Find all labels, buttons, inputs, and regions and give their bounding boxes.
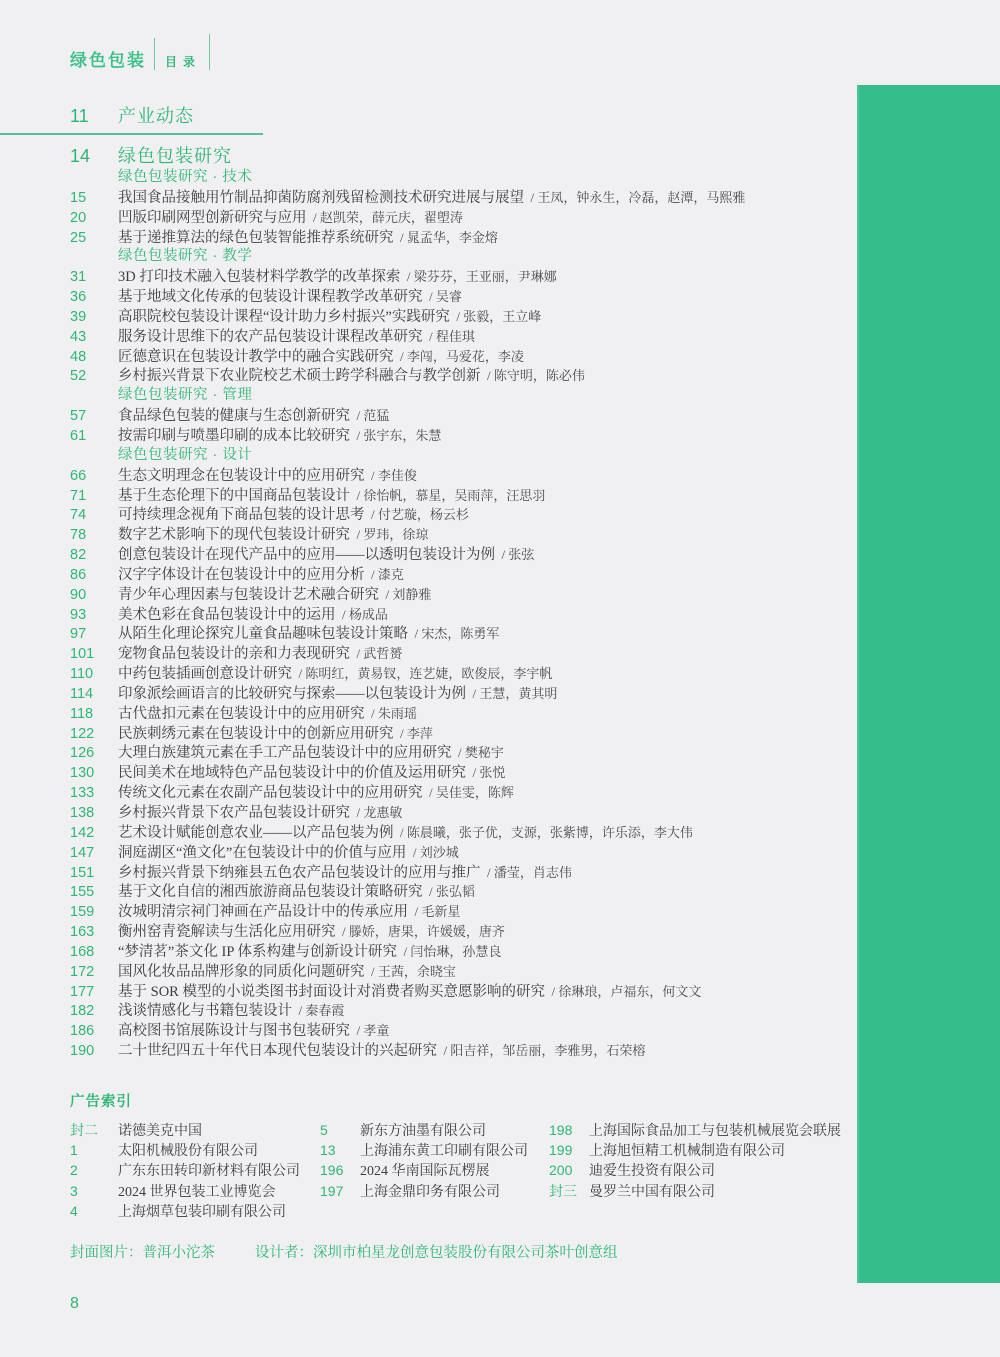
article-authors: / 张毅，王立峰	[449, 308, 542, 324]
toc-article-row	[70, 743, 860, 763]
toc-article-row	[70, 505, 860, 525]
article-title: 国风化妆品品牌形象的同质化问题研究	[118, 963, 365, 980]
article-authors: / 张弘韬	[422, 884, 475, 900]
ad-page-number: 4	[70, 1202, 78, 1219]
toc-page-number: 172	[70, 963, 95, 980]
advertiser-name: 迪爱生投资有限公司	[589, 1164, 715, 1180]
toc-article-row	[70, 962, 860, 982]
toc-page-number: 15	[70, 189, 87, 206]
toc-subsection-row	[70, 247, 860, 267]
catalog-label: 目录	[165, 55, 202, 69]
toc-article-row	[70, 644, 860, 664]
toc-article-row	[70, 545, 860, 565]
advertiser-name: 上海烟草包装印刷有限公司	[118, 1204, 286, 1220]
toc-page-number: 147	[70, 844, 95, 861]
article-title: 宠物食品包装设计的亲和力表现研究	[118, 646, 350, 663]
toc-page-number: 114	[70, 685, 94, 702]
toc-page-number: 110	[70, 666, 94, 683]
article-authors: / 朱雨瑶	[364, 705, 417, 721]
article-authors: / 漆克	[364, 566, 404, 582]
article-authors: / 刘沙城	[406, 844, 459, 860]
ad-page-number: 200	[549, 1162, 573, 1179]
article-authors: / 李佳俊	[364, 467, 417, 483]
toc-article-row	[70, 208, 860, 228]
toc-article-row	[70, 922, 860, 942]
toc-page-number: 43	[70, 328, 87, 345]
toc-section-row	[70, 104, 860, 128]
advertiser-name: 上海旭恒精工机械制造有限公司	[589, 1144, 785, 1160]
ad-page-number: 198	[549, 1122, 573, 1138]
article-authors: / 付艺璇，杨云杉	[364, 507, 469, 523]
toc-page-number: 126	[70, 745, 95, 762]
advertiser-name: 2024 世界包装工业博览会	[118, 1184, 276, 1200]
article-title: 美术色彩在食品包装设计中的运用	[118, 606, 336, 623]
toc-article-row	[70, 982, 860, 1002]
toc-article-row	[70, 1021, 860, 1041]
article-title: 从陌生化理论探究儿童食品趣味包装设计策略	[118, 626, 408, 643]
section-title: 绿色包装研究	[118, 146, 232, 166]
toc-page-number: 182	[70, 1003, 95, 1020]
article-title: 生态文明理念在包装设计中的应用研究	[118, 467, 365, 484]
toc-subsection-row	[70, 446, 860, 466]
article-title: 传统文化元素在农副产品包装设计中的应用研究	[118, 785, 423, 802]
toc-article-row	[70, 486, 860, 506]
toc-page-number: 151	[70, 864, 95, 881]
toc-article-row	[70, 882, 860, 902]
ad-index-row	[549, 1181, 870, 1201]
ad-page-number: 3	[70, 1182, 78, 1199]
article-authors: / 宋杰，陈勇军	[408, 626, 500, 642]
toc-article-row	[70, 1001, 860, 1021]
article-authors: / 程佳琪	[422, 328, 475, 344]
article-title: 高校图书馆展陈设计与图书包装研究	[118, 1023, 350, 1040]
section-title: 绿色包装研究 · 技术	[118, 169, 253, 185]
ad-index-row	[70, 1181, 320, 1201]
article-title: 浅谈情感化与书籍包装设计	[118, 1003, 292, 1020]
ad-page-number: 196	[320, 1162, 344, 1179]
article-authors: / 晁孟华，李金熔	[393, 229, 498, 245]
toc-page-number: 90	[70, 586, 87, 603]
toc-article-row	[70, 664, 860, 684]
article-title: 基于地域文化传承的包装设计课程教学改革研究	[118, 289, 423, 306]
article-authors: / 孝童	[350, 1023, 390, 1039]
folio-page-number: 8	[70, 1295, 79, 1312]
article-authors: / 王凤，钟永生，冷磊，赵潭，马熙雅	[524, 189, 746, 205]
advertiser-name: 上海金鼎印务有限公司	[360, 1184, 500, 1200]
advertiser-name: 太阳机械股份有限公司	[118, 1144, 258, 1160]
article-authors: / 罗玮，徐琼	[350, 527, 429, 543]
toc-article-row	[70, 624, 860, 644]
article-authors: / 陈晨曦，张子优，支源，张紫博，许乐添，李大伟	[393, 824, 693, 840]
section-underline	[0, 133, 263, 135]
ad-index-row	[320, 1120, 549, 1140]
toc-page-number: 93	[70, 606, 87, 623]
divider-line	[154, 38, 155, 70]
ad-index-row	[70, 1201, 320, 1221]
advertiser-name: 诺德美克中国	[118, 1124, 202, 1139]
toc-article-row	[70, 406, 860, 426]
toc-page-number: 39	[70, 308, 87, 325]
toc-article-row	[70, 585, 860, 605]
ad-index-row	[70, 1140, 320, 1160]
toc-article-row	[70, 267, 860, 287]
toc-page-number: 71	[70, 487, 87, 504]
article-authors: / 樊秘宇	[451, 745, 504, 761]
article-authors: / 王慧，黄其明	[466, 685, 558, 701]
article-title: 匠德意识在包装设计教学中的融合实践研究	[118, 348, 394, 365]
toc-article-row	[70, 228, 860, 248]
article-authors: / 王茜，余晓宝	[364, 963, 456, 979]
toc-article-row	[70, 426, 860, 446]
article-title: 青少年心理因素与包装设计艺术融合研究	[118, 586, 379, 603]
article-title: 乡村振兴背景下农业院校艺术硕士跨学科融合与教学创新	[118, 368, 481, 385]
article-authors: / 范猛	[350, 408, 390, 424]
article-title: 基于递推算法的绿色包装智能推荐系统研究	[118, 229, 394, 246]
toc-article-row	[70, 902, 860, 922]
article-authors: / 杨成品	[335, 606, 388, 622]
toc-page-number: 20	[70, 209, 87, 226]
ad-index-row	[320, 1181, 549, 1201]
toc-article-row	[70, 823, 860, 843]
cover-credit-line	[70, 1243, 618, 1263]
article-title: 凹版印刷网型创新研究与应用	[118, 209, 307, 226]
toc-page-number: 11	[70, 106, 89, 126]
article-title: “梦清茗”茶文化 IP 体系构建与创新设计研究	[118, 943, 397, 960]
ad-index-column	[70, 1120, 320, 1221]
toc-page-number: 25	[70, 229, 87, 246]
toc-article-row	[70, 1041, 860, 1061]
toc-page-number: 66	[70, 467, 87, 484]
article-authors: / 毛新星	[408, 904, 461, 920]
article-title: 可持续理念视角下商品包装的设计思考	[118, 507, 365, 524]
article-authors: / 陈守明，陈必伟	[480, 368, 585, 384]
article-title: 中药包装插画创意设计研究	[118, 666, 292, 683]
article-title: 数字艺术影响下的现代包装设计研究	[118, 527, 350, 544]
toc-page-number: 163	[70, 924, 95, 941]
article-authors: / 武哲赟	[350, 646, 403, 662]
toc-article-row	[70, 763, 860, 783]
toc-page-number: 190	[70, 1043, 95, 1060]
ad-page-number: 5	[320, 1122, 328, 1138]
article-title: 创意包装设计在现代产品中的应用——以透明包装设计为例	[118, 547, 495, 564]
ad-page-number: 封三	[549, 1182, 577, 1199]
toc-subsection-row	[70, 386, 860, 406]
article-title: 古代盘扣元素在包装设计中的应用研究	[118, 705, 365, 722]
toc-page-number: 122	[70, 725, 95, 742]
toc-article-row	[70, 347, 860, 367]
section-title: 绿色包装研究 · 教学	[118, 248, 253, 265]
article-title: 乡村振兴背景下农产品包装设计研究	[118, 805, 350, 821]
toc-page-number: 101	[70, 646, 95, 663]
article-title: 按需印刷与喷墨印刷的成本比较研究	[118, 427, 350, 444]
article-title: 印象派绘画语言的比较研究与探索——以包装设计为例	[118, 685, 466, 702]
toc-page-number: 138	[70, 805, 95, 821]
article-authors: / 秦春霞	[292, 1003, 345, 1019]
ad-index	[70, 1092, 870, 1221]
ad-index-column	[549, 1120, 870, 1221]
article-title: 基于文化自信的湘西旅游商品包装设计策略研究	[118, 884, 423, 901]
article-title: 民间美术在地域特色产品包装设计中的价值及运用研究	[118, 765, 466, 782]
article-authors: / 徐琳琅，卢福东，何文文	[544, 983, 702, 999]
article-title: 基于 SOR 模型的小说类图书封面设计对消费者购买意愿影响的研究	[118, 983, 545, 1000]
toc-page-number: 78	[70, 527, 87, 544]
article-authors: / 张宇东，朱慧	[350, 427, 442, 443]
article-title: 高职院校包装设计课程“设计助力乡村振兴”实践研究	[118, 308, 450, 325]
ad-index-column	[320, 1120, 549, 1221]
toc-page-number: 168	[70, 943, 95, 960]
divider-line	[209, 34, 210, 70]
toc-page-number: 142	[70, 824, 95, 841]
section-title: 绿色包装研究 · 设计	[118, 446, 253, 463]
toc-page-number: 159	[70, 904, 95, 921]
toc-article-row	[70, 724, 860, 744]
toc-page-number: 74	[70, 507, 87, 524]
article-authors: / 张悦	[466, 765, 506, 781]
article-authors: / 龙惠敏	[350, 805, 403, 820]
article-title: 基于生态伦理下的中国商品包装设计	[118, 487, 350, 504]
toc-article-row	[70, 366, 860, 386]
advertiser-name: 2024 华南国际瓦楞展	[360, 1164, 490, 1180]
toc-article-row	[70, 287, 860, 307]
toc-article-row	[70, 327, 860, 347]
advertiser-name: 新东方油墨有限公司	[360, 1124, 486, 1139]
article-title: 汝城明清宗祠门神画在产品设计中的传承应用	[118, 904, 408, 921]
ad-index-row	[549, 1120, 870, 1140]
ad-page-number: 封二	[70, 1122, 98, 1138]
ad-page-number: 1	[70, 1142, 78, 1159]
magazine-logo: 绿色包装	[70, 51, 146, 70]
cover-image-label: 封面图片：普洱小沱茶	[70, 1245, 215, 1261]
toc-article-row	[70, 525, 860, 545]
toc-page-number: 57	[70, 408, 87, 425]
article-authors: / 闫怡琳，孙慧良	[396, 943, 502, 959]
section-title: 绿色包装研究 · 管理	[118, 387, 253, 404]
toc-page-number: 52	[70, 368, 87, 385]
article-title: 乡村振兴背景下纳雍县五色农产品包装设计的应用与推广	[118, 864, 481, 881]
article-title: 服务设计思维下的农产品包装设计课程改革研究	[118, 328, 423, 345]
toc-article-row	[70, 684, 860, 704]
ad-page-number: 13	[320, 1142, 336, 1159]
toc-article-row	[70, 188, 860, 208]
ad-page-number: 199	[549, 1142, 573, 1159]
toc-page-number: 86	[70, 566, 87, 583]
ad-page-number: 197	[320, 1182, 344, 1199]
toc-page-number: 97	[70, 626, 87, 643]
right-green-panel	[857, 85, 1000, 1283]
toc-page-number: 133	[70, 785, 95, 802]
toc-page-number: 82	[70, 547, 87, 564]
article-authors: / 潘莹，肖志伟	[480, 864, 572, 880]
toc-subsection-row	[70, 168, 860, 188]
ad-index-title: 广告索引	[70, 1094, 132, 1110]
toc-article-row	[70, 942, 860, 962]
toc-page-number: 186	[70, 1023, 95, 1040]
toc-article-row	[70, 565, 860, 585]
article-authors: / 陈明红，黄易钗，连艺婕，欧俊辰，李宇帆	[292, 666, 553, 682]
toc-page-number: 36	[70, 289, 87, 306]
toc-article-row	[70, 466, 860, 486]
article-title: 大理白族建筑元素在手工产品包装设计中的应用研究	[118, 745, 452, 762]
article-title: 洞庭湖区“渔文化”在包装设计中的价值与应用	[118, 844, 407, 861]
article-title: 民族刺绣元素在包装设计中的创新应用研究	[118, 725, 394, 742]
toc-article-row	[70, 605, 860, 625]
toc-page-number: 61	[70, 427, 87, 444]
article-authors: / 吴佳雯，陈辉	[422, 785, 514, 801]
article-authors: / 刘静雅	[379, 586, 432, 602]
toc-page-number: 130	[70, 765, 95, 782]
article-authors: / 梁芬芬，王亚丽，尹琳娜	[400, 269, 557, 285]
ad-index-grid	[70, 1120, 870, 1221]
toc-article-row	[70, 307, 860, 327]
advertiser-name: 曼罗兰中国有限公司	[589, 1184, 715, 1200]
article-authors: / 赵凯荣，薛元庆，翟塱涛	[306, 209, 463, 225]
article-title: 3D 打印技术融入包装材料学教学的改革探索	[118, 269, 401, 286]
section-title: 产业动态	[118, 106, 194, 126]
toc-article-row	[70, 803, 860, 823]
ad-index-row	[320, 1160, 549, 1180]
article-authors: / 滕娇，唐果，许媛媛，唐齐	[335, 924, 505, 940]
toc-article-row	[70, 863, 860, 883]
toc-section-row	[70, 144, 860, 168]
article-authors: / 李萍	[393, 725, 433, 741]
advertiser-name: 广东东田转印新材料有限公司	[118, 1164, 300, 1180]
article-title: 二十世纪四五十年代日本现代包装设计的兴起研究	[118, 1043, 437, 1060]
ad-index-row	[320, 1140, 549, 1160]
article-title: 衡州窑青瓷解读与生活化应用研究	[118, 924, 336, 941]
ad-index-row	[70, 1160, 320, 1180]
ad-index-row	[549, 1160, 870, 1180]
article-authors: / 徐怡帆，慕星，吴雨萍，汪思羽	[350, 487, 546, 503]
designer-label: 设计者：深圳市柏星龙创意包装股份有限公司茶叶创意组	[255, 1245, 618, 1261]
article-authors: / 吴睿	[422, 289, 462, 305]
ad-index-row	[70, 1120, 320, 1140]
article-authors: / 李闯，马爱花，李凌	[393, 348, 524, 364]
article-title: 艺术设计赋能创意农业——以产品包装为例	[118, 824, 394, 841]
advertiser-name: 上海浦东黄工印刷有限公司	[360, 1144, 528, 1160]
toc-article-row	[70, 843, 860, 863]
toc-page-number: 14	[70, 146, 91, 166]
toc-page-number: 118	[70, 705, 94, 722]
masthead	[70, 30, 210, 70]
ad-index-row	[549, 1140, 870, 1160]
article-title: 汉字字体设计在包装设计中的应用分析	[118, 566, 365, 583]
article-title: 我国食品接触用竹制品抑菌防腐剂残留检测技术研究进展与展望	[118, 189, 524, 206]
article-title: 食品绿色包装的健康与生态创新研究	[118, 408, 350, 425]
ad-page-number: 2	[70, 1162, 78, 1179]
article-authors: / 阳吉祥，邹岳丽，李雅男，石荣榕	[437, 1043, 646, 1059]
toc-page-number: 155	[70, 884, 95, 901]
toc-page-number: 177	[70, 983, 95, 1000]
toc-article-row	[70, 704, 860, 724]
toc-page-number: 31	[70, 269, 87, 286]
advertiser-name: 上海国际食品加工与包装机械展览会联展	[589, 1124, 841, 1139]
toc-article-row	[70, 783, 860, 803]
article-authors: / 张弦	[495, 547, 535, 563]
toc-page-number: 48	[70, 348, 87, 365]
table-of-contents	[70, 104, 860, 1061]
